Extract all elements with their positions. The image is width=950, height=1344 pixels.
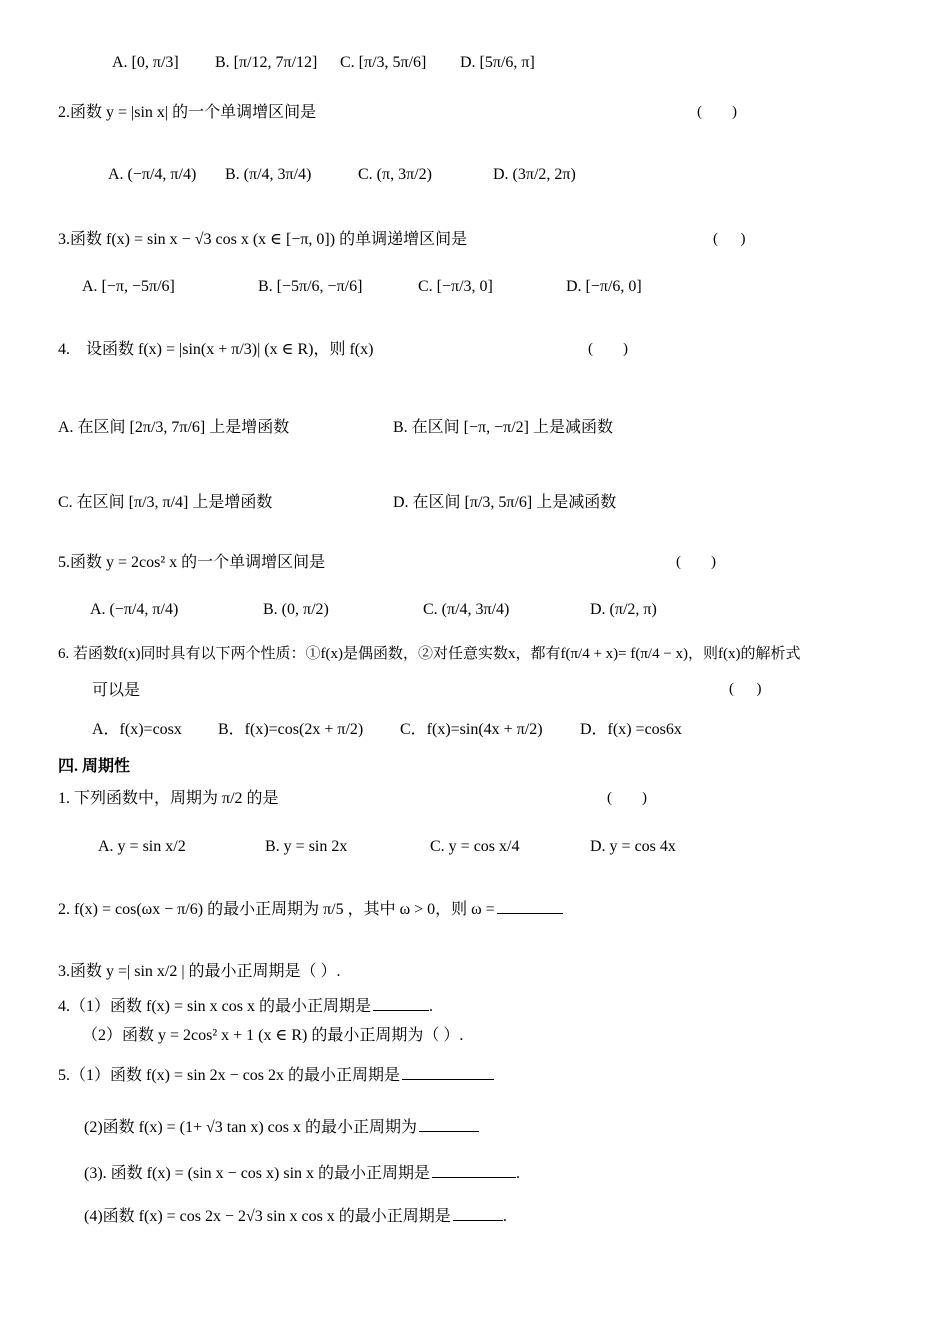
section-heading: 四. 周期性: [58, 758, 131, 775]
p4-part1-answer-blank[interactable]: [373, 1009, 429, 1011]
p5-part4-end: .: [502, 1208, 507, 1225]
q6-stem: 6. 若函数f(x)同时具有以下两个性质：①f(x)是偶函数，②对任意实数x，都有f(π/4 + x)= f(π/4 − x)，则f(x)的解析式: [58, 646, 801, 662]
p5-part4-answer-blank[interactable]: [453, 1219, 503, 1221]
p2-answer-blank[interactable]: [497, 912, 563, 914]
q3-option-b: B. [−5π/6, −π/6]: [258, 278, 363, 295]
q5-option-c: C. (π/4, 3π/4): [423, 601, 510, 618]
p2-stem: 2. f(x) = cos(ωx − π/6) 的最小正周期为 π/5 ，其中 ω > 0，则 ω =: [58, 901, 495, 918]
q5-option-a: A. (−π/4, π/4): [90, 601, 179, 618]
q4-option-d: D. 在区间 [π/3, 5π/6] 上是减函数: [393, 494, 617, 511]
q5-stem: 5.函数 y = 2cos² x 的一个单调增区间是: [58, 554, 326, 571]
q1-option-d: D. [5π/6, π]: [460, 54, 535, 71]
p1-answer-paren: ( ): [607, 790, 647, 806]
q2-option-b: B. (π/4, 3π/4): [225, 166, 312, 183]
period-question-5-part-3: [84, 1164, 520, 1183]
q5-option-d: D. (π/2, π): [590, 601, 657, 618]
q4-option-b: B. 在区间 [−π, −π/2] 上是减函数: [393, 419, 613, 436]
q4-stem: 4. 设函数 f(x) = |sin(x + π/3)| (x ∈ R)，则 f(x): [58, 341, 374, 358]
q3-answer-paren: ( ): [713, 231, 746, 247]
q2-option-c: C. (π, 3π/2): [358, 166, 432, 183]
q4-option-c: C. 在区间 [π/3, π/4] 上是增函数: [58, 494, 273, 511]
p1-option-b: B. y = sin 2x: [265, 838, 348, 855]
p5-part3-end: .: [516, 1165, 521, 1182]
q6-answer-paren: ( ): [729, 681, 762, 697]
q5-answer-paren: ( ): [676, 554, 716, 570]
p5-part3-answer-blank[interactable]: [432, 1176, 516, 1178]
q6-option-b: B．f(x)=cos(2x + π/2): [218, 721, 364, 738]
p4-part1-stem: 4.（1）函数 f(x) = sin x cos x 的最小正周期是: [58, 998, 372, 1015]
q6-stem-continued: 可以是: [92, 682, 141, 699]
p4-part1-end: .: [429, 998, 434, 1015]
p1-stem: 1. 下列函数中，周期为 π/2 的是: [58, 790, 279, 807]
q1-option-b: B. [π/12, 7π/12]: [215, 54, 318, 71]
period-question-5-part-4: [84, 1207, 507, 1226]
q4-option-a: A. 在区间 [2π/3, 7π/6] 上是增函数: [58, 419, 290, 436]
p1-option-a: A. y = sin x/2: [98, 838, 186, 855]
p5-part2-answer-blank[interactable]: [419, 1130, 479, 1132]
period-question-4-part-2: （2）函数 y = 2cos² x + 1 (x ∈ R) 的最小正周期为（ ）.: [82, 1027, 464, 1044]
p5-part4-stem: (4)函数 f(x) = cos 2x − 2√3 sin x cos x 的最小正周期是: [84, 1208, 451, 1225]
period-question-5-part-1: [58, 1066, 494, 1085]
period-question-4-part-1: [58, 997, 433, 1016]
q2-option-a: A. (−π/4, π/4): [108, 166, 197, 183]
q6-option-c: C．f(x)=sin(4x + π/2): [400, 721, 543, 738]
period-question-5-part-2: [84, 1118, 479, 1137]
p5-part1-stem: 5.（1）函数 f(x) = sin 2x − cos 2x 的最小正周期是: [58, 1067, 401, 1084]
p5-part3-stem: (3). 函数 f(x) = (sin x − cos x) sin x 的最小正周期是: [84, 1165, 431, 1182]
q5-option-b: B. (0, π/2): [263, 601, 329, 618]
q3-option-a: A. [−π, −5π/6]: [82, 278, 175, 295]
period-question-2: [58, 900, 563, 919]
q1-option-a: A. [0, π/3]: [112, 54, 179, 71]
p5-part1-answer-blank[interactable]: [402, 1078, 494, 1080]
period-question-3: 3.函数 y =| sin x/2 | 的最小正周期是（ ）.: [58, 963, 341, 980]
q3-stem: 3.函数 f(x) = sin x − √3 cos x (x ∈ [−π, 0]) 的单调递增区间是: [58, 231, 468, 248]
q2-stem: 2.函数 y = |sin x| 的一个单调增区间是: [58, 104, 317, 121]
q3-option-d: D. [−π/6, 0]: [566, 278, 642, 295]
q6-option-d: D．f(x) =cos6x: [580, 721, 682, 738]
p5-part2-stem: (2)函数 f(x) = (1+ √3 tan x) cos x 的最小正周期为: [84, 1119, 418, 1136]
q4-answer-paren: ( ): [588, 341, 628, 357]
q6-option-a: A．f(x)=cosx: [92, 721, 182, 738]
q3-option-c: C. [−π/3, 0]: [418, 278, 493, 295]
q2-option-d: D. (3π/2, 2π): [493, 166, 576, 183]
q1-option-c: C. [π/3, 5π/6]: [340, 54, 427, 71]
p1-option-d: D. y = cos 4x: [590, 838, 676, 855]
p1-option-c: C. y = cos x/4: [430, 838, 520, 855]
q2-answer-paren: ( ): [697, 104, 737, 120]
